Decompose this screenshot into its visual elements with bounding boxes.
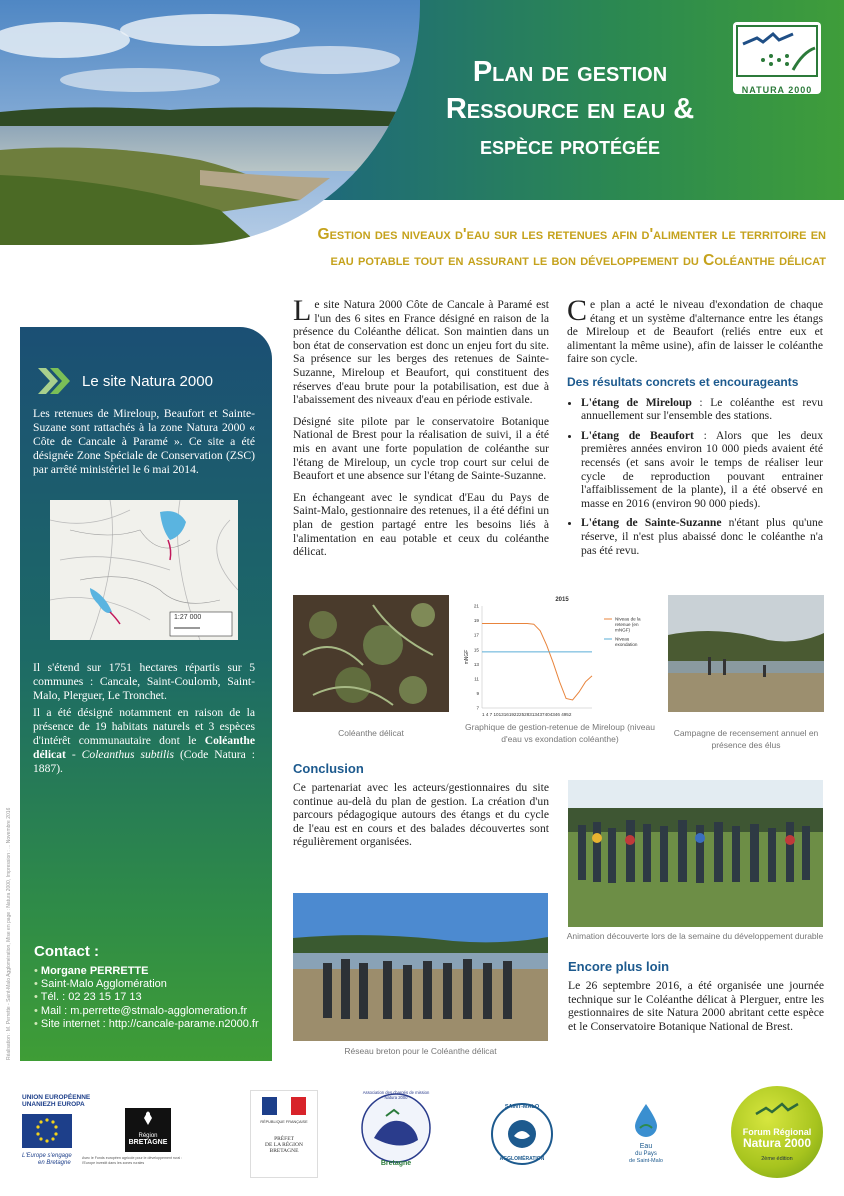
caption-photo4: Animation découverte lors de la semaine du développement durable (566, 931, 824, 941)
result-item-text: : Le coléanthe est revu annuellement sur l'ensemble des stations. (581, 395, 823, 423)
eu-slogan-2: en Bretagne (38, 1160, 71, 1166)
eau-text-3: de Saint-Malo (629, 1158, 663, 1164)
forum-text-1: Forum Régional (742, 1127, 812, 1137)
association-logo (356, 1088, 436, 1174)
result-item-label: L'étang de Sainte-Suzanne (581, 516, 722, 530)
caption-photo3: Campagne de recensement annuel en présence des élus (673, 728, 819, 750)
chart-series-line-0 (482, 624, 592, 701)
hermine-icon (125, 1108, 171, 1128)
result-item-text: : Alors que les deux premières années environ 10 000 pieds avaient été recensés (et sans avoir le temps de réaliser leur cycle de reproduction pouvant entrainer l'affaiblissement de la plante), il a été observé en masse en 2016 (environ 90 000 pieds). (581, 428, 823, 510)
chart-ylabel: mNGF (464, 649, 470, 665)
prefet-1: PRÉFET (274, 1136, 294, 1142)
birds-icon (752, 1100, 802, 1122)
association-bottom: Bretagne (380, 1160, 412, 1167)
sidebar-p3-species: Coléanthe délicat (33, 734, 255, 761)
site-map (50, 500, 238, 640)
subtitle-line-1: Gestion des niveaux d'eau sur les retenues afin d'alimenter le territoire en (317, 226, 826, 243)
result-item (581, 429, 823, 511)
eu-title-1: UNION EUROPÉENNE (22, 1094, 91, 1101)
chart-svg (462, 593, 658, 721)
chart-legend-label: Niveau de la retenue (en mNGF) (615, 616, 641, 633)
contact-web[interactable]: • Site internet : http://cancale-parame.n2000.fr (34, 1017, 259, 1030)
water-drop-icon (631, 1102, 661, 1138)
chart-ytick-label: 21 (473, 603, 479, 609)
contact-name-text: Morgane PERRETTE (40, 965, 149, 977)
region-text-2: BRETAGNE (128, 1139, 168, 1146)
sidebar-paragraph-2: Il s'étend sur 1751 hectares répartis sur 5 communes : Cancale, Saint-Coulomb, Saint-Malo, Plerguer, Le Tronchet. (33, 661, 255, 702)
sidebar-p3-a: Il a été désigné notamment en raison de la présence de 19 habitats naturels et 3 espèces d'intérêt communautaire dont le (33, 706, 255, 747)
col1-p1-text: e site Natura 2000 Côte de Cancale à Paramé est l'un des 6 sites en France désigné en raison de la présence du Coléanthe délicat. Son maintien dans un bon état de conservation est donc un enjeu fort du site. Sa présence sur les berges des retenues de Sainte-Suzanne, Mireloup et Beaufort, qui constituent des réserves d'eau brute pour la potabilisation, est due à l'abaissement des niveaux d'eau en période estivale. (293, 298, 549, 407)
eau-text-2: du Pays (635, 1151, 657, 1157)
result-item (581, 516, 823, 557)
vertical-credit: Réalisation : M. Perrette - Saint-Malo Agglomération, Mise en page : Natura 2000, Impression : ... Novembre 2016 (6, 807, 12, 1060)
conclusion-text: Ce partenariat avec les acteurs/gestionnaires du site continue au-delà du plan de gestion. La création d'un parcours pédagogique autours des étangs et du cycle de l'eau est en cours et des balades découvertes sont régulièrement organisées. (293, 781, 549, 849)
census-photo (668, 595, 824, 712)
group-photo-1 (568, 780, 823, 927)
caption-photo1: Coléanthe délicat (338, 728, 404, 738)
prefet-2: DE LA RÉGION (265, 1142, 303, 1148)
title-line-3: espèce protégée (480, 132, 660, 160)
eau-pays-saint-malo-logo (617, 1102, 675, 1172)
contact-tel: • Tél. : 02 23 15 17 13 (34, 991, 142, 1004)
contact-block (34, 965, 274, 1031)
sidebar-heading: Le site Natura 2000 (82, 373, 213, 390)
eau-text-1: Eau (639, 1143, 653, 1150)
subtitle-line-2: eau potable tout en assurant le bon développement du Coléanthe délicat (330, 252, 826, 269)
contact-mail-link[interactable]: Mail : m.perrette@stmalo-agglomeration.fr (40, 1004, 248, 1017)
map-scale: 1:27 000 (174, 614, 202, 621)
col1-text (293, 294, 549, 559)
col2-text (567, 294, 823, 563)
group-photo-2 (293, 893, 548, 1041)
contact-name: • Morgane PERRETTE (34, 965, 149, 977)
result-item-label: L'étang de Mireloup (581, 395, 692, 409)
saint-malo-text-2: AGGLOMÉRATION (499, 1156, 545, 1162)
chart-ytick-label: 11 (474, 676, 479, 682)
contact-web-link[interactable]: Site internet : http://cancale-parame.n2000.fr (40, 1017, 259, 1030)
result-item-text: n'étant plus qu'une réserve, il n'est plus abaissé donc le coléanthe n'a pas été revu. (581, 516, 823, 557)
title-line-1: Plan de gestion (472, 56, 668, 88)
saint-malo-agglo-logo (490, 1098, 554, 1172)
region-bretagne-logo (125, 1108, 171, 1152)
forum-natura-logo (731, 1086, 823, 1178)
sidebar-paragraph-1: Les retenues de Mireloup, Beaufort et Sainte-Suzane sont rattachés à la zone Natura 2000 « Côte de Cancale à Paramé ». Ce site a été désignée Zone Spéciale de Conservation (ZSC) par arrêté ministériel le 6 mai 2014. (33, 407, 255, 476)
sidebar-p3-e: (Code Natura : 1887). (33, 748, 255, 775)
forum-text-2: Natura 2000 (742, 1136, 812, 1150)
subtitle (286, 222, 826, 274)
association-arc-text: Association des chargés de mission Natura 2000 (362, 1090, 430, 1100)
chart-ytick-label: 7 (476, 705, 479, 711)
saint-malo-text-1: SAINT-MALO (504, 1104, 540, 1110)
natura2000-logo (733, 22, 821, 94)
encore-text: Le 26 septembre 2016, a été organisée une journée technique sur le Coléanthe délicat à Plerguer, entre les gestionnaires de site Natura 2000 abritant cette espèce et le Conservatoire Botanique National de Brest. (568, 979, 824, 1033)
region-text-1: Région (138, 1133, 158, 1139)
mireloup-chart (462, 593, 658, 721)
caption-chart: Graphique de gestion-retenue de Mireloup (niveau d'eau vs exondation coléanthe) (465, 722, 655, 744)
chart-xtick-labels: 1 4 7 10131619222528313437404346 4952 (482, 712, 572, 717)
eu-small-text: Avec le Fonds européen agricole pour le développement rural : l'Europe investit dans les zones rurales (82, 1156, 183, 1165)
col2-paragraph-1 (567, 294, 823, 366)
eu-flag-icon (22, 1114, 72, 1148)
col2-dropcap: C (567, 294, 588, 327)
results-list (567, 396, 823, 558)
contact-tel-text: Tél. : 02 23 15 17 13 (40, 991, 142, 1004)
results-heading: Des résultats concrets et encourageants (567, 374, 799, 389)
natura2000-logo-text: NATURA 2000 (741, 85, 813, 95)
prefet-logo (250, 1090, 318, 1178)
sidebar-paragraph-3 (33, 706, 255, 776)
result-item (581, 396, 823, 423)
chart-ytick-label: 15 (473, 647, 479, 653)
eu-slogan-1: L'Europe s'engage (22, 1153, 72, 1159)
title-line-2: Ressource en eau & (445, 93, 695, 125)
sidebar-p3-dash: - (65, 748, 82, 761)
prefet-3: BRETAGNE (269, 1148, 299, 1154)
caption-photo5: Réseau breton pour le Coléanthe délicat (344, 1046, 497, 1056)
chart-ytick-label: 9 (476, 691, 479, 697)
sidebar-p3-latin: Coleanthus subtilis (81, 748, 174, 761)
forum-text-3: 2ème édition (761, 1156, 793, 1162)
col1-paragraph-2: Désigné site pilote par le conservatoire Botanique National de Brest pour la réalisation de suivi, il a été mis en avant une forte population de coléanthe sur l'étang de Mireloup, un cycle trop court sur celui de Beaufort et une absence sur l'étang de Sainte-Suzanne. (293, 414, 549, 483)
coleanthe-photo (293, 595, 449, 712)
chart-legend-label: Niveau exondation (615, 636, 638, 647)
contact-mail[interactable]: • Mail : m.perrette@stmalo-agglomeration.fr (34, 1004, 248, 1017)
col2-p1-text: e plan a acté le niveau d'exondation de chaque étang et un système d'alternance entre les étangs de Mireloup et de Beaufort (reliés entre eux et alimentant la même usine), afin de laisser le coléanthe faire son cycle. (567, 298, 823, 366)
col1-paragraph-1 (293, 294, 549, 407)
prefet-rf: RÉPUBLIQUE FRANÇAISE (260, 1120, 308, 1124)
chart-ytick-label: 17 (473, 632, 479, 638)
french-flag-icon (262, 1097, 306, 1115)
contact-heading: Contact : (34, 943, 99, 960)
result-item-label: L'étang de Beaufort (581, 428, 694, 442)
col1-paragraph-3: En échangeant avec le syndicat d'Eau du Pays de Saint-Malo, gestionnaire des retenues, il a été défini un plan de gestion partagé entre les besoins liés à l'alimentation en eau potable et ceux du coléanthe délicat. (293, 490, 549, 559)
col1-dropcap: L (293, 294, 312, 327)
chart-ytick-label: 19 (473, 618, 479, 624)
contact-org-text: Saint-Malo Agglomération (40, 978, 167, 991)
conclusion-heading: Conclusion (293, 761, 364, 776)
contact-org: • Saint-Malo Agglomération (34, 978, 167, 991)
eu-title-2: UNANIEZH EUROPA (22, 1101, 85, 1108)
chart-ytick-label: 13 (473, 661, 479, 667)
header-lake-photo (0, 0, 420, 245)
encore-heading: Encore plus loin (568, 959, 670, 974)
chart-title: 2015 (555, 597, 569, 603)
chevron-icon (36, 366, 78, 401)
